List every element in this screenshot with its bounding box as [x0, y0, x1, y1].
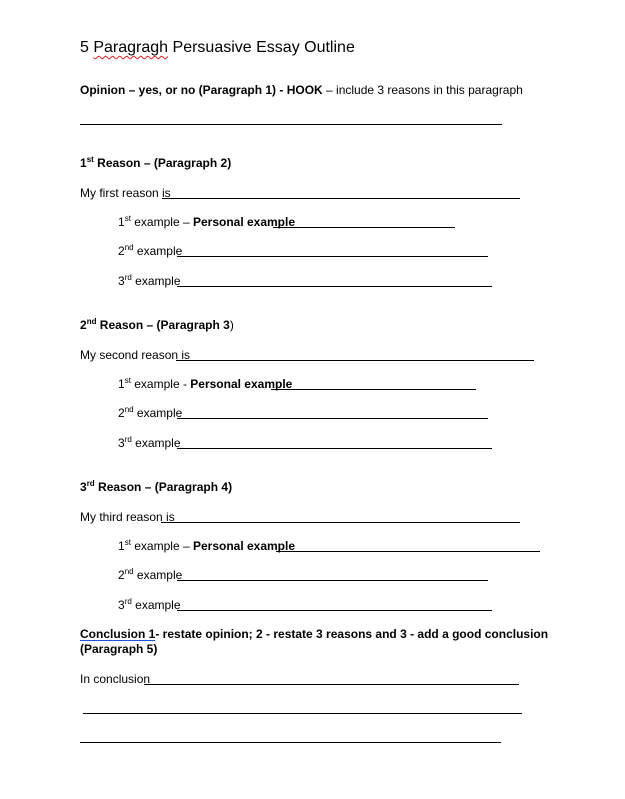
reason3-blank-line[interactable] — [161, 522, 520, 523]
reason3-example1-blank[interactable] — [276, 551, 540, 552]
misspelled-word: Paragragh — [93, 39, 169, 56]
reason1-example1-blank[interactable] — [273, 227, 455, 228]
reason3-example3: 3rd example — [118, 597, 181, 612]
reason2-example3-blank[interactable] — [177, 448, 492, 449]
reason3-example2: 2nd example — [118, 567, 183, 582]
page-title: 5 Paragragh Persuasive Essay Outline — [80, 39, 355, 56]
reason2-example3: 3rd example — [118, 435, 181, 450]
conclusion-lead: In conclusion — [80, 672, 151, 686]
opinion-blank-line[interactable] — [80, 124, 502, 125]
reason3-lead: My third reason is — [80, 510, 175, 524]
reason2-lead: My second reason is — [80, 348, 191, 362]
reason3-example1: 1st example – Personal example — [118, 538, 296, 553]
reason2-example1-blank[interactable] — [271, 389, 476, 390]
reason3-example3-blank[interactable] — [177, 610, 492, 611]
reason3-example2-blank[interactable] — [177, 580, 488, 581]
reason1-blank-line[interactable] — [162, 198, 520, 199]
reason1-heading: 1st Reason – (Paragraph 2) — [80, 155, 232, 170]
reason1-example3: 3rd example — [118, 273, 181, 288]
reason2-blank-line[interactable] — [176, 360, 534, 361]
conclusion-label: Conclusion 1 — [80, 627, 156, 641]
reason2-example2: 2nd example — [118, 405, 183, 420]
conclusion-blank-line-3[interactable] — [80, 742, 501, 743]
reason1-lead: My first reason is — [80, 186, 171, 200]
reason1-example2: 2nd example — [118, 243, 183, 258]
reason2-heading: 2nd Reason – (Paragraph 3) — [80, 317, 234, 332]
reason2-example2-blank[interactable] — [177, 418, 488, 419]
opinion-heading: Opinion – yes, or no (Paragraph 1) - HOOK – include 3 reasons in this paragraph — [80, 83, 523, 97]
reason2-example1: 1st example - Personal example — [118, 376, 293, 391]
reason1-example2-blank[interactable] — [177, 256, 488, 257]
conclusion-heading: Conclusion 1- restate opinion; 2 - restate 3 reasons and 3 - add a good conclusion — [80, 627, 549, 641]
reason3-heading: 3rd Reason – (Paragraph 4) — [80, 479, 233, 494]
reason1-example1: 1st example – Personal example — [118, 214, 296, 229]
conclusion-blank-line-1[interactable] — [144, 684, 519, 685]
conclusion-blank-line-2[interactable] — [83, 713, 522, 714]
conclusion-heading-line2: (Paragraph 5) — [80, 642, 158, 656]
reason1-example3-blank[interactable] — [177, 286, 492, 287]
